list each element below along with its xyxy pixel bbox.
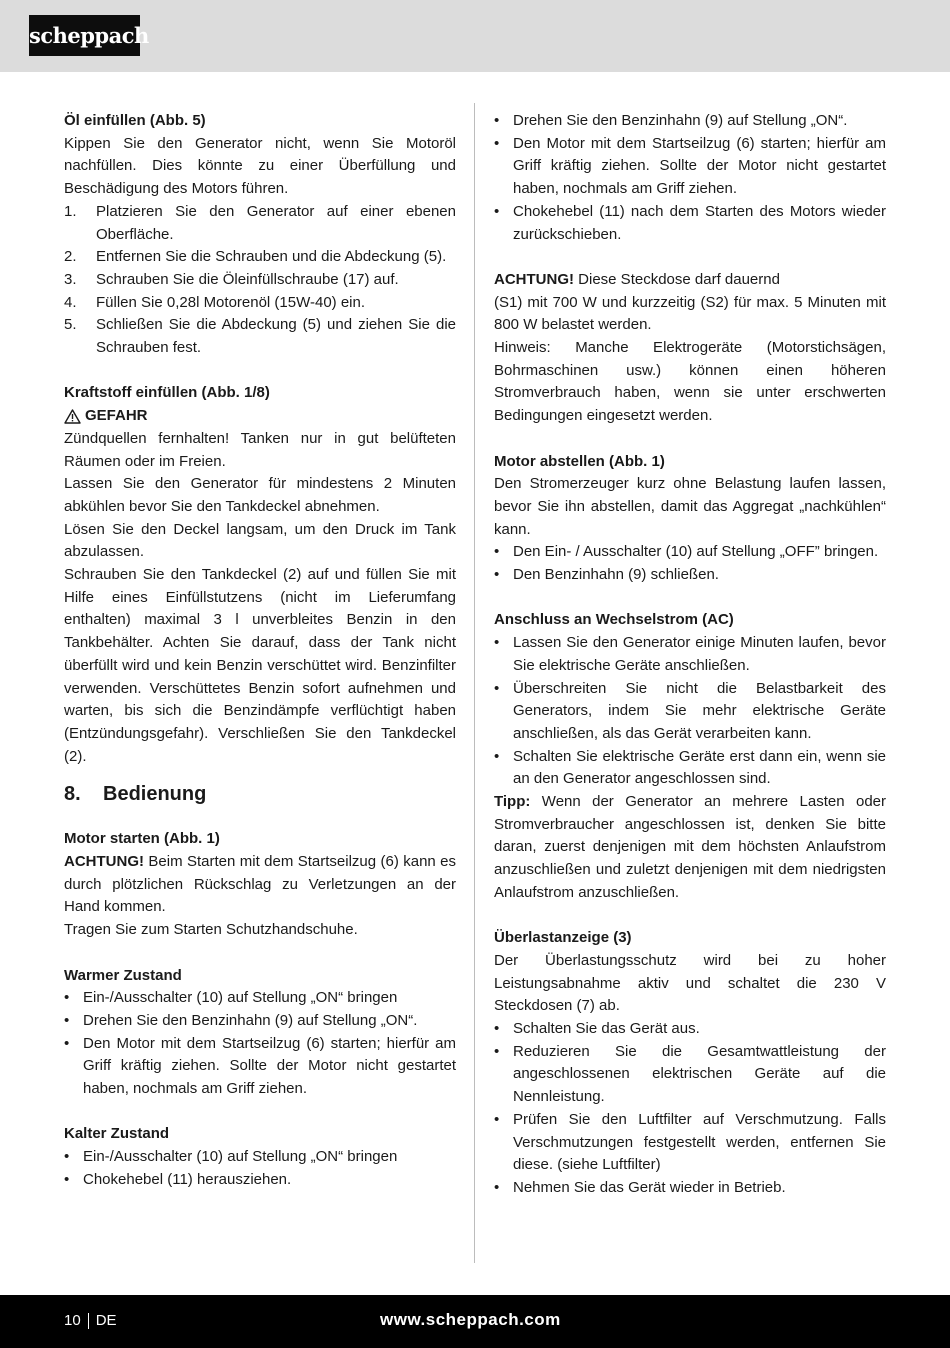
socket-load-text: (S1) mit 700 W und kurzzeitig (S2) für max. 5 Minuten mit 800 W belastet werden. xyxy=(494,293,886,334)
socket-hint: Hinweis: Manche Elektrogeräte (Motorstichsägen, Bohrmaschinen usw.) können einen höheren Stromverbrauch haben, wenn sie unter erschwerten Bedingungen eingesetzt werden. xyxy=(494,339,886,425)
list-item xyxy=(494,110,886,133)
list-item-text: Schalten Sie elektrische Geräte erst dann ein, wenn sie an den Generator angeschlossen sind. xyxy=(513,747,886,788)
header-bar xyxy=(0,0,950,72)
oil-step xyxy=(64,246,456,269)
list-item-text: Nehmen Sie das Gerät wieder in Betrieb. xyxy=(513,1178,786,1196)
warm-heading: Warmer Zustand xyxy=(64,966,182,984)
list-item-text: Den Benzinhahn (9) schließen. xyxy=(513,566,719,584)
list-item-text: Lassen Sie den Generator einige Minuten laufen, bevor Sie elektrische Geräte anschließen. xyxy=(513,634,886,674)
bullet: • xyxy=(64,1011,70,1029)
attention-label: ACHTUNG! xyxy=(64,853,144,871)
bullet: • xyxy=(494,634,500,652)
column-divider xyxy=(474,103,475,1263)
socket-attention xyxy=(494,269,886,292)
list-item xyxy=(494,133,886,201)
step-number: 2. xyxy=(64,248,77,266)
oil-heading: Öl einfüllen (Abb. 5) xyxy=(64,112,206,129)
section-title: Bedienung xyxy=(103,783,207,806)
attention-label: ACHTUNG! xyxy=(494,270,574,288)
section-number: 8. xyxy=(64,783,81,806)
ac-section xyxy=(494,609,886,904)
overload-heading: Überlastanzeige (3) xyxy=(494,929,632,947)
overload-section xyxy=(494,927,886,1199)
start-continued xyxy=(494,110,886,246)
scheppach-logo: scheppach xyxy=(29,15,140,56)
list-item xyxy=(494,1109,886,1177)
bullet: • xyxy=(494,134,500,152)
start-section xyxy=(64,828,456,942)
list-item-text: Drehen Sie den Benzinhahn (9) auf Stellung „ON“. xyxy=(513,112,848,129)
website-link[interactable]: www.scheppach.com xyxy=(380,1310,561,1329)
list-item-text: Den Ein- / Ausschalter (10) auf Stellung „OFF” bringen. xyxy=(513,543,879,561)
bullet: • xyxy=(64,989,70,1007)
oil-step xyxy=(64,314,456,359)
page-indicator xyxy=(64,1311,117,1331)
ac-heading: Anschluss an Wechselstrom (AC) xyxy=(494,611,734,629)
step-number: 3. xyxy=(64,270,77,288)
oil-step xyxy=(64,201,456,246)
list-item xyxy=(64,1010,456,1033)
bullet: • xyxy=(494,1042,500,1060)
socket-note xyxy=(494,269,886,428)
warning-triangle-icon xyxy=(64,409,81,424)
list-item-text: Den Motor mit dem Startseilzug (6) starten; hierfür am Griff kräftig ziehen. Sollte der Motor nicht gestartet haben, nochmals am Griff ziehen. xyxy=(83,1034,456,1098)
oil-section xyxy=(64,110,456,360)
tip-paragraph xyxy=(494,791,886,905)
bullet: • xyxy=(494,679,500,697)
left-column xyxy=(64,110,456,1192)
fuel-paragraph: Zündquellen fernhalten! Tanken nur in gut belüfteten Räumen oder im Freien. xyxy=(64,429,456,470)
tip-label: Tipp: xyxy=(494,793,531,811)
list-item xyxy=(494,1041,886,1109)
fuel-heading: Kraftstoff einfüllen (Abb. 1/8) xyxy=(64,384,270,402)
warning-label: GEFAHR xyxy=(85,407,148,425)
list-item xyxy=(494,541,886,564)
attention-text: Diese Steckdose darf dauernd xyxy=(574,270,780,288)
step-number: 1. xyxy=(64,202,77,220)
bullet: • xyxy=(494,1020,500,1038)
start-attention xyxy=(64,851,456,919)
list-item-text: Überschreiten Sie nicht die Belastbarkeit des Generators, indem Sie mehr elektrische Geräte anschließen, als das Gerät verarbeiten kann. xyxy=(513,679,886,742)
bullet: • xyxy=(494,543,500,561)
overload-intro: Der Überlastungsschutz wird bei zu hoher Leistungsabnahme aktiv und schaltet die 230 V Steckdosen (7) ab. xyxy=(494,951,886,1015)
step-text: Schließen Sie die Abdeckung (5) und ziehen Sie die Schrauben fest. xyxy=(96,316,456,357)
page-number: 10 xyxy=(64,1312,81,1329)
bullet: • xyxy=(494,202,500,220)
start-heading: Motor starten (Abb. 1) xyxy=(64,830,220,848)
list-item xyxy=(494,678,886,746)
stop-section xyxy=(494,451,886,587)
footer-bar xyxy=(0,1295,950,1348)
step-text: Füllen Sie 0,28l Motorenöl (15W-40) ein. xyxy=(96,293,366,311)
list-item-text: Reduzieren Sie die Gesamtwattleistung der angeschlossenen elektrischen Geräte auf die Nennleistung. xyxy=(513,1042,886,1106)
stop-intro: Den Stromerzeuger kurz ohne Belastung laufen lassen, bevor Sie ihn abstellen, damit das Aggregat „nachkühlen“ kann. xyxy=(494,475,886,538)
fuel-paragraph: Lassen Sie den Generator für mindestens 2 Minuten abkühlen bevor Sie den Tankdeckel abnehmen. xyxy=(64,475,456,515)
bullet: • xyxy=(494,112,500,129)
list-item-text: Ein-/Ausschalter (10) auf Stellung „ON“ bringen xyxy=(83,989,398,1007)
list-item xyxy=(64,1146,456,1169)
list-item xyxy=(494,632,886,677)
attention-text: Beim Starten mit dem Startseilzug (6) kann es durch plötzlichen Rückschlag zu Verletzungen an der Hand kommen. xyxy=(64,853,456,916)
list-item-text: Schalten Sie das Gerät aus. xyxy=(513,1020,700,1038)
bullet: • xyxy=(494,1178,500,1196)
step-number: 4. xyxy=(64,293,77,311)
warm-section xyxy=(64,965,456,1101)
oil-intro: Kippen Sie den Generator nicht, wenn Sie Motoröl nachfüllen. Dies könnte zu einer Überfüllung und Beschädigung des Motors führen. xyxy=(64,134,456,198)
cold-section xyxy=(64,1123,456,1191)
tip-text: Wenn der Generator an mehrere Lasten oder Stromverbraucher angeschlossen ist, denken Sie bitte daran, zuerst denjenigen mit dem höchsten Anlaufstrom anzuschließen und zuletzt denjenigen mit dem niedrigsten Anlaufstrom anzuschließen. xyxy=(494,793,886,901)
gloves-note: Tragen Sie zum Starten Schutzhandschuhe. xyxy=(64,921,358,939)
list-item-text: Ein-/Ausschalter (10) auf Stellung „ON“ bringen xyxy=(83,1148,398,1166)
bullet: • xyxy=(64,1170,70,1188)
list-item-text: Drehen Sie den Benzinhahn (9) auf Stellung „ON“. xyxy=(83,1011,418,1029)
danger-warning xyxy=(64,405,456,428)
list-item xyxy=(64,1033,456,1101)
list-item xyxy=(494,1018,886,1041)
bullet: • xyxy=(494,747,500,765)
right-column xyxy=(494,110,886,1200)
step-text: Entfernen Sie die Schrauben und die Abdeckung (5). xyxy=(96,248,447,266)
list-item xyxy=(64,987,456,1010)
cold-heading: Kalter Zustand xyxy=(64,1125,170,1143)
list-item-text: Prüfen Sie den Luftfilter auf Verschmutzung. Falls Verschmutzungen festgestellt werden, entfernen Sie diese. (siehe Luftfilter) xyxy=(513,1110,886,1174)
list-item-text: Chokehebel (11) nach dem Starten des Motors wieder zurückschieben. xyxy=(513,202,886,243)
fuel-paragraph: Lösen Sie den Deckel langsam, um den Druck im Tank abzulassen. xyxy=(64,520,456,561)
bullet: • xyxy=(64,1034,70,1052)
list-item-text: Den Motor mit dem Startseilzug (6) starten; hierfür am Griff kräftig ziehen. Sollte der Motor nicht gestartet haben, nochmals am Griff ziehen. xyxy=(513,134,886,198)
list-item xyxy=(494,746,886,791)
fuel-section xyxy=(64,382,456,768)
language-code: DE xyxy=(95,1312,117,1329)
list-item xyxy=(494,201,886,246)
list-item xyxy=(494,1177,886,1200)
oil-step xyxy=(64,292,456,315)
list-item xyxy=(64,1169,456,1192)
page-separator xyxy=(88,1313,89,1329)
fuel-paragraph: Schrauben Sie den Tankdeckel (2) auf und füllen Sie mit Hilfe eines Einfüllstutzens (nicht im Lieferumfang enthalten) maximal 3 l unverbleites Benzin in den Tankbehälter. Achten Sie darauf, dass der Tank nicht überfüllt wird und kein Benzin verschüttet wird. Benzinfilter verwenden. Verschüttetes Benzin sofort aufnehmen und warten, bis sich die Benzindämpfe verflüchtigt haben (Entzündungsgefahr). Verschließen Sie den Tankdeckel (2). xyxy=(64,566,456,765)
section-heading xyxy=(64,782,456,806)
stop-heading: Motor abstellen (Abb. 1) xyxy=(494,452,665,470)
bullet: • xyxy=(494,1110,500,1128)
step-text: Platzieren Sie den Generator auf einer ebenen Oberfläche. xyxy=(96,202,456,243)
step-number: 5. xyxy=(64,316,77,334)
list-item-text: Chokehebel (11) herausziehen. xyxy=(83,1170,292,1188)
oil-step xyxy=(64,269,456,292)
list-item xyxy=(494,564,886,587)
step-text: Schrauben Sie die Öleinfüllschraube (17) auf. xyxy=(96,270,399,288)
bullet: • xyxy=(64,1148,70,1166)
bullet: • xyxy=(494,566,500,584)
